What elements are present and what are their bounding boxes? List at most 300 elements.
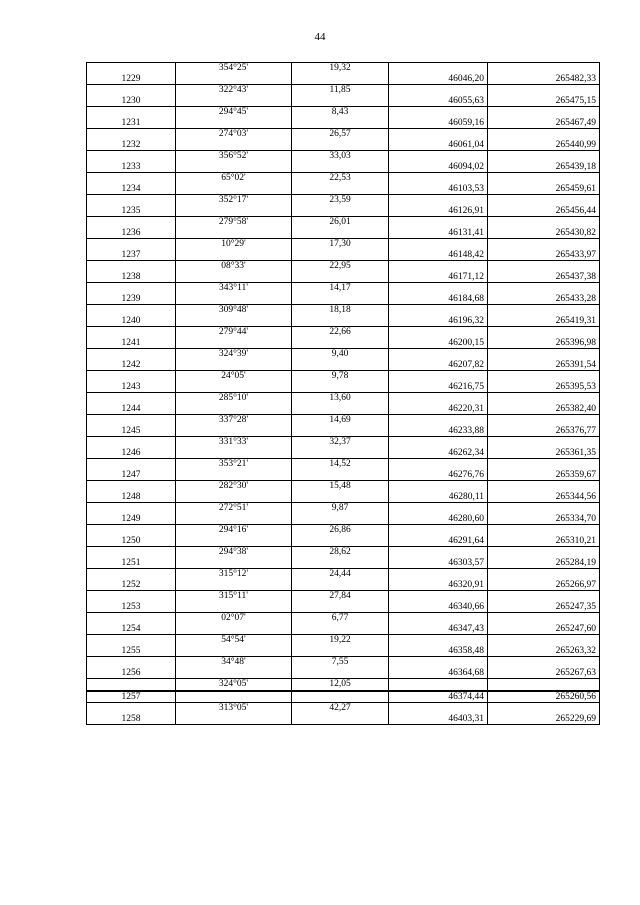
distance-cell-empty <box>292 140 389 151</box>
y-coordinate-cell: 265467,49 <box>488 118 600 129</box>
point-id-cell: 1241 <box>87 338 176 349</box>
line-row <box>87 173 600 184</box>
bearing-cell: 315°12' <box>176 569 292 580</box>
x-coordinate-cell: 46148,42 <box>389 250 488 261</box>
point-cell-empty <box>87 679 176 691</box>
point-id-cell: 1235 <box>87 206 176 217</box>
y-coordinate-cell: 265229,69 <box>488 714 600 725</box>
x-cell-empty <box>389 283 488 294</box>
point-cell-empty <box>87 173 176 184</box>
bearing-cell: 65°02' <box>176 173 292 184</box>
x-cell-empty <box>389 349 488 360</box>
distance-cell-empty <box>292 338 389 349</box>
y-coordinate-cell: 265456,44 <box>488 206 600 217</box>
bearing-cell-empty <box>176 714 292 725</box>
y-coordinate-cell: 265266,97 <box>488 580 600 591</box>
point-id-cell: 1245 <box>87 426 176 437</box>
line-row <box>87 371 600 382</box>
distance-cell-empty <box>292 272 389 283</box>
point-row <box>87 602 600 613</box>
point-row <box>87 338 600 349</box>
x-coordinate-cell: 46131,41 <box>389 228 488 239</box>
x-coordinate-cell: 46196,32 <box>389 316 488 327</box>
bearing-cell-empty <box>176 426 292 437</box>
x-coordinate-cell: 46347,43 <box>389 624 488 635</box>
x-coordinate-cell: 46358,48 <box>389 646 488 657</box>
distance-cell: 28,62 <box>292 547 389 558</box>
point-row <box>87 470 600 481</box>
distance-cell: 9,40 <box>292 349 389 360</box>
distance-cell: 26,01 <box>292 217 389 228</box>
x-cell-empty <box>389 173 488 184</box>
point-row <box>87 140 600 151</box>
y-cell-empty <box>488 393 600 404</box>
y-cell-empty <box>488 635 600 646</box>
bearing-cell-empty <box>176 558 292 569</box>
y-coordinate-cell: 265359,67 <box>488 470 600 481</box>
point-id-cell: 1249 <box>87 514 176 525</box>
x-coordinate-cell: 46291,64 <box>389 536 488 547</box>
y-cell-empty <box>488 437 600 448</box>
bearing-cell-empty <box>176 118 292 129</box>
distance-cell: 14,69 <box>292 415 389 426</box>
y-coordinate-cell: 265430,82 <box>488 228 600 239</box>
point-id-cell: 1244 <box>87 404 176 415</box>
point-row <box>87 404 600 415</box>
bearing-cell-empty <box>176 492 292 503</box>
point-cell-empty <box>87 459 176 470</box>
y-coordinate-cell: 265361,35 <box>488 448 600 459</box>
bearing-cell: 331°33' <box>176 437 292 448</box>
x-cell-empty <box>389 635 488 646</box>
bearing-cell: 322°43' <box>176 85 292 96</box>
point-row <box>87 272 600 283</box>
point-row <box>87 448 600 459</box>
bearing-cell-empty <box>176 140 292 151</box>
y-cell-empty <box>488 481 600 492</box>
y-coordinate-cell: 265395,53 <box>488 382 600 393</box>
distance-cell: 14,17 <box>292 283 389 294</box>
y-coordinate-cell: 265459,61 <box>488 184 600 195</box>
x-coordinate-cell: 46220,31 <box>389 404 488 415</box>
point-cell-empty <box>87 703 176 714</box>
line-row <box>87 261 600 272</box>
y-cell-empty <box>488 283 600 294</box>
bearing-cell: 272°51' <box>176 503 292 514</box>
distance-cell: 11,85 <box>292 85 389 96</box>
bearing-cell-empty <box>176 602 292 613</box>
x-coordinate-cell: 46094,02 <box>389 162 488 173</box>
point-cell-empty <box>87 327 176 338</box>
bearing-cell: 274°03' <box>176 129 292 140</box>
x-coordinate-cell: 46403,31 <box>389 714 488 725</box>
x-coordinate-cell: 46055,63 <box>389 96 488 107</box>
distance-cell: 22,53 <box>292 173 389 184</box>
distance-cell-empty <box>292 426 389 437</box>
bearing-cell: 279°58' <box>176 217 292 228</box>
bearing-cell-empty <box>176 96 292 107</box>
bearing-cell-empty <box>176 360 292 371</box>
y-cell-empty <box>488 85 600 96</box>
bearing-cell-empty <box>176 184 292 195</box>
x-coordinate-cell: 46207,82 <box>389 360 488 371</box>
distance-cell: 24,44 <box>292 569 389 580</box>
point-cell-empty <box>87 283 176 294</box>
x-cell-empty <box>389 547 488 558</box>
bearing-cell: 309°48' <box>176 305 292 316</box>
point-id-cell: 1258 <box>87 714 176 725</box>
distance-cell-empty <box>292 580 389 591</box>
point-row <box>87 382 600 393</box>
x-cell-empty <box>389 525 488 536</box>
bearing-cell: 282°30' <box>176 481 292 492</box>
line-row <box>87 283 600 294</box>
point-cell-empty <box>87 525 176 536</box>
x-cell-empty <box>389 415 488 426</box>
bearing-cell: 24°05' <box>176 371 292 382</box>
distance-cell-empty <box>292 228 389 239</box>
y-cell-empty <box>488 547 600 558</box>
y-cell-empty <box>488 327 600 338</box>
line-row <box>87 569 600 580</box>
bearing-cell-empty <box>176 272 292 283</box>
point-cell-empty <box>87 129 176 140</box>
bearing-cell-empty <box>176 294 292 305</box>
y-cell-empty <box>488 657 600 668</box>
distance-cell-empty <box>292 558 389 569</box>
x-cell-empty <box>389 217 488 228</box>
distance-cell-empty <box>292 184 389 195</box>
point-cell-empty <box>87 437 176 448</box>
point-row <box>87 316 600 327</box>
x-coordinate-cell: 46233,88 <box>389 426 488 437</box>
point-row <box>87 162 600 173</box>
y-coordinate-cell: 265391,54 <box>488 360 600 371</box>
point-id-cell: 1233 <box>87 162 176 173</box>
x-cell-empty <box>389 437 488 448</box>
bearing-cell-empty <box>176 250 292 261</box>
x-cell-empty <box>389 569 488 580</box>
x-cell-empty <box>389 393 488 404</box>
line-row <box>87 393 600 404</box>
y-coordinate-cell: 265247,60 <box>488 624 600 635</box>
point-cell-empty <box>87 657 176 668</box>
y-cell-empty <box>488 591 600 602</box>
point-id-cell: 1240 <box>87 316 176 327</box>
point-id-cell: 1250 <box>87 536 176 547</box>
point-id-cell: 1246 <box>87 448 176 459</box>
point-cell-empty <box>87 415 176 426</box>
y-coordinate-cell: 265310,21 <box>488 536 600 547</box>
point-row <box>87 668 600 679</box>
x-cell-empty <box>389 63 488 74</box>
y-coordinate-cell: 265382,40 <box>488 404 600 415</box>
point-id-cell: 1247 <box>87 470 176 481</box>
bearing-cell-empty <box>176 162 292 173</box>
y-cell-empty <box>488 371 600 382</box>
distance-cell: 15,48 <box>292 481 389 492</box>
point-cell-empty <box>87 195 176 206</box>
point-cell-empty <box>87 63 176 74</box>
y-coordinate-cell: 265475,15 <box>488 96 600 107</box>
line-row <box>87 415 600 426</box>
bearing-cell: 10°29' <box>176 239 292 250</box>
distance-cell-empty <box>292 316 389 327</box>
distance-cell-empty <box>292 714 389 725</box>
x-coordinate-cell: 46262,34 <box>389 448 488 459</box>
y-coordinate-cell: 265334,70 <box>488 514 600 525</box>
distance-cell: 18,18 <box>292 305 389 316</box>
y-coordinate-cell: 265433,28 <box>488 294 600 305</box>
y-coordinate-cell: 265437,38 <box>488 272 600 283</box>
point-id-cell: 1237 <box>87 250 176 261</box>
line-row <box>87 129 600 140</box>
point-id-cell: 1242 <box>87 360 176 371</box>
x-coordinate-cell: 46171,12 <box>389 272 488 283</box>
point-cell-empty <box>87 217 176 228</box>
bearing-cell: 34°48' <box>176 657 292 668</box>
line-row <box>87 703 600 714</box>
distance-cell-empty <box>292 668 389 679</box>
x-coordinate-cell: 46280,11 <box>389 492 488 503</box>
point-row <box>87 228 600 239</box>
line-row <box>87 85 600 96</box>
y-coordinate-cell: 265263,32 <box>488 646 600 657</box>
y-cell-empty <box>488 349 600 360</box>
point-id-cell: 1231 <box>87 118 176 129</box>
point-cell-empty <box>87 503 176 514</box>
point-cell-empty <box>87 261 176 272</box>
distance-cell-empty <box>292 294 389 305</box>
distance-cell-empty <box>292 691 389 703</box>
bearing-cell-empty <box>176 206 292 217</box>
bearing-cell: 313°05' <box>176 703 292 714</box>
bearing-cell-empty <box>176 382 292 393</box>
distance-cell: 7,55 <box>292 657 389 668</box>
distance-cell: 23,59 <box>292 195 389 206</box>
distance-cell: 19,32 <box>292 63 389 74</box>
point-cell-empty <box>87 547 176 558</box>
line-row <box>87 349 600 360</box>
bearing-cell-empty <box>176 624 292 635</box>
x-cell-empty <box>389 327 488 338</box>
y-cell-empty <box>488 239 600 250</box>
bearing-cell-empty <box>176 536 292 547</box>
line-row <box>87 305 600 316</box>
point-row <box>87 646 600 657</box>
x-cell-empty <box>389 305 488 316</box>
point-cell-empty <box>87 591 176 602</box>
x-cell-empty <box>389 371 488 382</box>
distance-cell: 42,27 <box>292 703 389 714</box>
y-cell-empty <box>488 261 600 272</box>
distance-cell-empty <box>292 536 389 547</box>
point-cell-empty <box>87 481 176 492</box>
line-row <box>87 525 600 536</box>
point-cell-empty <box>87 371 176 382</box>
bearing-cell-empty <box>176 646 292 657</box>
point-id-cell: 1255 <box>87 646 176 657</box>
point-cell-empty <box>87 85 176 96</box>
point-row <box>87 294 600 305</box>
y-cell-empty <box>488 613 600 624</box>
x-coordinate-cell: 46374,44 <box>389 691 488 703</box>
bearing-cell: 02°07' <box>176 613 292 624</box>
page-number: 44 <box>314 31 326 43</box>
y-cell-empty <box>488 129 600 140</box>
x-coordinate-cell: 46126,91 <box>389 206 488 217</box>
point-cell-empty <box>87 305 176 316</box>
point-row <box>87 514 600 525</box>
y-cell-empty <box>488 459 600 470</box>
distance-cell: 9,87 <box>292 503 389 514</box>
line-row <box>87 591 600 602</box>
point-row <box>87 714 600 725</box>
distance-cell-empty <box>292 602 389 613</box>
distance-cell-empty <box>292 448 389 459</box>
distance-cell: 13,60 <box>292 393 389 404</box>
bearing-cell-empty <box>176 228 292 239</box>
x-cell-empty <box>389 459 488 470</box>
bearing-cell: 315°11' <box>176 591 292 602</box>
x-coordinate-cell: 46340,66 <box>389 602 488 613</box>
line-row <box>87 481 600 492</box>
point-cell-empty <box>87 393 176 404</box>
y-coordinate-cell: 265344,56 <box>488 492 600 503</box>
coordinates-table <box>86 62 600 725</box>
distance-cell: 14,52 <box>292 459 389 470</box>
point-id-cell: 1239 <box>87 294 176 305</box>
y-coordinate-cell: 265440,99 <box>488 140 600 151</box>
point-row <box>87 184 600 195</box>
point-row <box>87 74 600 85</box>
point-row <box>87 536 600 547</box>
distance-cell: 33,03 <box>292 151 389 162</box>
bearing-cell-empty <box>176 470 292 481</box>
coordinates-table-body <box>87 63 600 725</box>
point-row <box>87 492 600 503</box>
bearing-cell: 324°05' <box>176 679 292 691</box>
point-row <box>87 206 600 217</box>
distance-cell-empty <box>292 382 389 393</box>
y-cell-empty <box>488 525 600 536</box>
distance-cell-empty <box>292 206 389 217</box>
distance-cell: 27,84 <box>292 591 389 602</box>
point-id-cell: 1254 <box>87 624 176 635</box>
point-id-cell: 1256 <box>87 668 176 679</box>
distance-cell-empty <box>292 492 389 503</box>
distance-cell: 9,78 <box>292 371 389 382</box>
x-cell-empty <box>389 151 488 162</box>
line-row <box>87 547 600 558</box>
distance-cell-empty <box>292 404 389 415</box>
point-cell-empty <box>87 107 176 118</box>
x-coordinate-cell: 46061,04 <box>389 140 488 151</box>
x-coordinate-cell: 46059,16 <box>389 118 488 129</box>
point-row <box>87 558 600 569</box>
x-cell-empty <box>389 613 488 624</box>
distance-cell-empty <box>292 514 389 525</box>
x-cell-empty <box>389 85 488 96</box>
y-cell-empty <box>488 195 600 206</box>
point-cell-empty <box>87 349 176 360</box>
line-row <box>87 635 600 646</box>
point-row <box>87 426 600 437</box>
x-coordinate-cell: 46303,57 <box>389 558 488 569</box>
bearing-cell: 337°28' <box>176 415 292 426</box>
distance-cell: 32,37 <box>292 437 389 448</box>
y-cell-empty <box>488 679 600 691</box>
y-coordinate-cell: 265433,97 <box>488 250 600 261</box>
x-coordinate-cell: 46200,15 <box>389 338 488 349</box>
point-id-cell: 1257 <box>87 691 176 703</box>
line-row <box>87 217 600 228</box>
line-row <box>87 657 600 668</box>
point-id-cell: 1243 <box>87 382 176 393</box>
x-cell-empty <box>389 129 488 140</box>
point-id-cell: 1230 <box>87 96 176 107</box>
y-coordinate-cell: 265260,56 <box>488 691 600 703</box>
distance-cell-empty <box>292 646 389 657</box>
point-row <box>87 118 600 129</box>
bearing-cell-empty <box>176 668 292 679</box>
y-coordinate-cell: 265439,18 <box>488 162 600 173</box>
bearing-cell: 356°52' <box>176 151 292 162</box>
y-coordinate-cell: 265419,31 <box>488 316 600 327</box>
line-row <box>87 437 600 448</box>
distance-cell-empty <box>292 470 389 481</box>
distance-cell-empty <box>292 360 389 371</box>
x-coordinate-cell: 46184,68 <box>389 294 488 305</box>
bearing-cell: 352°17' <box>176 195 292 206</box>
distance-cell-empty <box>292 96 389 107</box>
y-cell-empty <box>488 703 600 714</box>
x-coordinate-cell: 46280,60 <box>389 514 488 525</box>
distance-cell: 22,66 <box>292 327 389 338</box>
bearing-cell-empty <box>176 448 292 459</box>
bearing-cell: 354°25' <box>176 63 292 74</box>
x-cell-empty <box>389 679 488 691</box>
x-coordinate-cell: 46276,76 <box>389 470 488 481</box>
point-id-cell: 1248 <box>87 492 176 503</box>
line-row <box>87 107 600 118</box>
point-cell-empty <box>87 151 176 162</box>
x-coordinate-cell: 46320,91 <box>389 580 488 591</box>
point-cell-empty <box>87 239 176 250</box>
line-row <box>87 63 600 74</box>
bearing-cell-empty <box>176 580 292 591</box>
bearing-cell: 285°10' <box>176 393 292 404</box>
line-row <box>87 327 600 338</box>
x-cell-empty <box>389 239 488 250</box>
line-row <box>87 239 600 250</box>
line-row <box>87 613 600 624</box>
bearing-cell-empty <box>176 404 292 415</box>
distance-cell: 26,57 <box>292 129 389 140</box>
x-cell-empty <box>389 481 488 492</box>
line-row <box>87 195 600 206</box>
distance-cell: 8,43 <box>292 107 389 118</box>
x-cell-empty <box>389 703 488 714</box>
y-cell-empty <box>488 63 600 74</box>
point-row <box>87 580 600 591</box>
point-id-cell: 1252 <box>87 580 176 591</box>
y-cell-empty <box>488 415 600 426</box>
bearing-cell-empty <box>176 338 292 349</box>
distance-cell-empty <box>292 162 389 173</box>
y-coordinate-cell: 265376,77 <box>488 426 600 437</box>
point-id-cell: 1253 <box>87 602 176 613</box>
